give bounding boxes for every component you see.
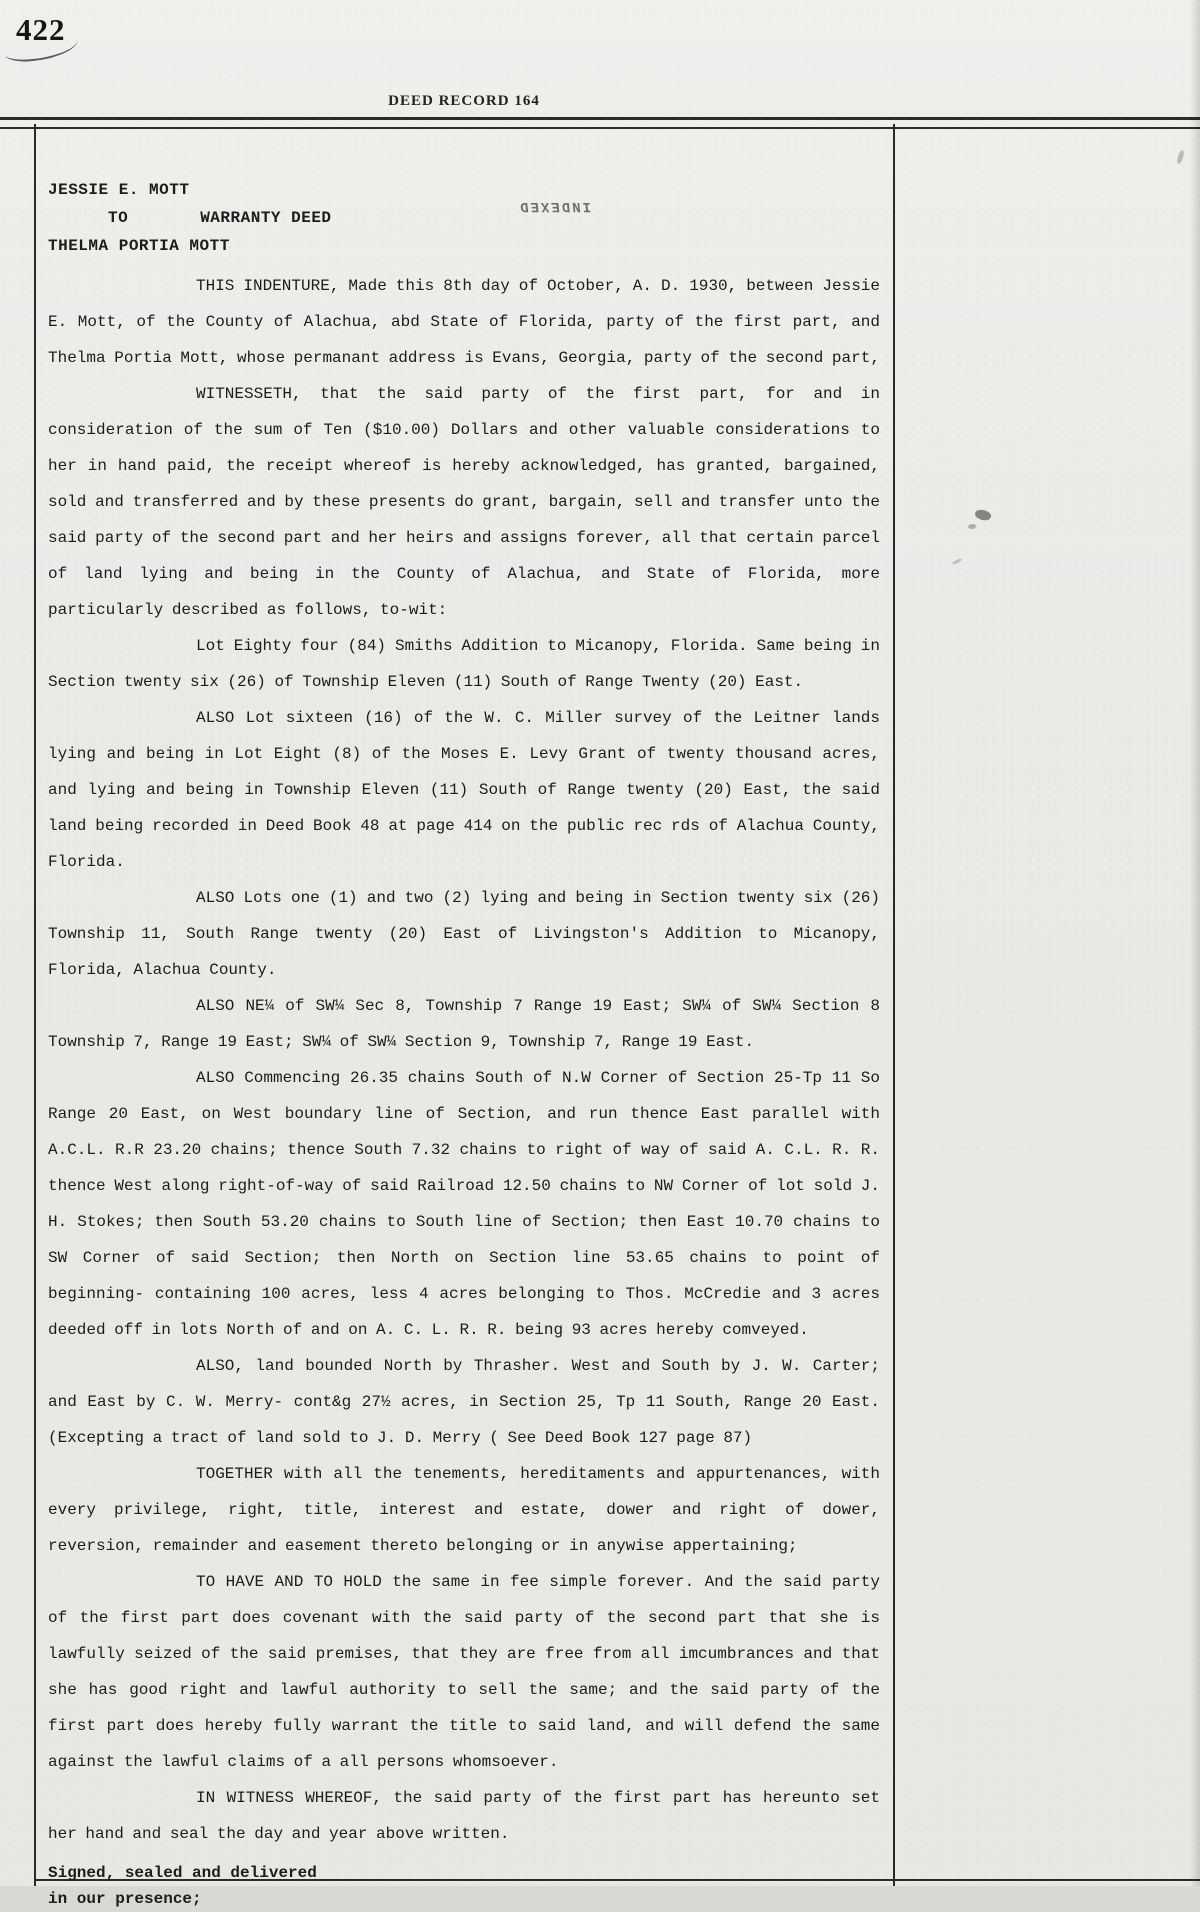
right-border-rule bbox=[893, 124, 895, 1886]
deed-paragraph: WITNESSETH, that the said party of the first part, for and in consideration of the sum of Ten ($10.00) Dollars and other valuable considerations to her in hand paid, the receipt whereof is hereby acknowledged, has granted, bargained, sold and transferred and by these presents do grant, bargain, sell and transfer unto the said party of the second part and her heirs and assigns forever, all that certain parcel of land lying and being in the County of Alachua, and State of Florida, more particularly described as follows, to-wit: bbox=[48, 385, 880, 619]
page-header: DEED RECORD 164 bbox=[388, 93, 540, 109]
deed-paragraph: THIS INDENTURE, Made this 8th day of October, A. D. 1930, between Jessie E. Mott, of the County of Alachua, abd State of Florida, party of the first part, and Thelma Portia Mott, whose permanant address is Evans, Georgia, party of the second part, bbox=[48, 277, 880, 367]
page-edge-shadow bbox=[1190, 0, 1200, 1886]
grantee-name: THELMA PORTIA MOTT bbox=[48, 237, 230, 255]
deed-paragraph: ALSO Lots one (1) and two (2) lying and being in Section twenty six (26) Township 11, South Range twenty (20) East of Livingston's Addition to Micanopy, Florida, Alachua County. bbox=[48, 889, 880, 979]
instrument-title: WARRANTY DEED bbox=[200, 209, 332, 227]
scan-artifact bbox=[1176, 150, 1184, 165]
to-label: TO bbox=[108, 209, 129, 227]
header-double-rule bbox=[0, 117, 1200, 129]
deed-paragraph: ALSO NE¼ of SW¼ Sec 8, Township 7 Range 19 East; SW¼ of SW¼ Section 8 Township 7, Range 19 East; SW¼ of SW¼ Section 9, Township 7, Range 19 East. bbox=[48, 997, 880, 1051]
scan-artifact bbox=[968, 524, 976, 529]
deed-paragraph: ALSO, land bounded North by Thrasher. West and South by J. W. Carter; and East by C. W. Merry- cont&g 27½ acres, in Section 25, Tp 11 South, Range 20 East. (Excepting a tract of land sold to J. D. Merry ( See Deed Book 127 page 87) bbox=[48, 1357, 880, 1447]
pen-mark bbox=[3, 30, 80, 65]
attestation-line-1: Signed, sealed and delivered bbox=[48, 1864, 317, 1882]
left-border-rule bbox=[34, 124, 36, 1886]
deed-body bbox=[48, 268, 880, 1852]
deed-paragraph: TO HAVE AND TO HOLD the same in fee simple forever. And the said party of the first part does covenant with the said party of the second part that she is lawfully seized of the said premises, that they are free from all imcumbrances and that she has good right and lawful authority to sell the same; and the said party of the first part does hereby fully warrant the title to said land, and will defend the same against the lawful claims of a all persons whomsoever. bbox=[48, 1573, 880, 1771]
parties-block bbox=[48, 176, 880, 260]
grantor-name: JESSIE E. MOTT bbox=[48, 181, 190, 199]
attestation-line-2: in our presence; bbox=[48, 1890, 202, 1908]
scan-artifact bbox=[952, 558, 962, 565]
deed-content bbox=[48, 176, 880, 1912]
deed-paragraph: IN WITNESS WHEREOF, the said party of the first part has hereunto set her hand and seal the day and year above written. bbox=[48, 1789, 880, 1843]
page-number: 422 bbox=[16, 12, 66, 47]
to-instrument-line bbox=[48, 204, 880, 232]
attestation-block bbox=[48, 1860, 880, 1912]
deed-paragraph: Lot Eighty four (84) Smiths Addition to Micanopy, Florida. Same being in Section twenty six (26) of Township Eleven (11) South of Range Twenty (20) East. bbox=[48, 637, 880, 691]
scan-artifact bbox=[974, 508, 992, 523]
deed-paragraph: ALSO Commencing 26.35 chains South of N.W Corner of Section 25-Tp 11 So Range 20 East, on West boundary line of Section, and run thence East parallel with A.C.L. R.R 23.20 chains; thence South 7.32 chains to right of way of said A. C.L. R. R. thence West along right-of-way of said Railroad 12.50 chains to NW Corner of lot sold J. H. Stokes; then South 53.20 chains to South line of Section; then East 10.70 chains to SW Corner of said Section; then North on Section line 53.65 chains to point of beginning- containing 100 acres, less 4 acres belonging to Thos. McCredie and 3 acres deeded off in lots North of and on A. C. L. R. R. being 93 acres hereby comveyed. bbox=[48, 1069, 880, 1339]
indexed-stamp: INDEXED bbox=[517, 198, 592, 214]
deed-paragraph: ALSO Lot sixteen (16) of the W. C. Miller survey of the Leitner lands lying and being in Lot Eight (8) of the Moses E. Levy Grant of twenty thousand acres, and lying and being in Township Eleven (11) South of Range twenty (20) East, the said land being recorded in Deed Book 48 at page 414 on the public rec rds of Alachua County, Florida. bbox=[48, 709, 880, 871]
deed-paragraph: TOGETHER with all the tenements, hereditaments and appurtenances, with every privilege, right, title, interest and estate, dower and right of dower, reversion, remainder and easement thereto belonging or in anywise appertaining; bbox=[48, 1465, 880, 1555]
